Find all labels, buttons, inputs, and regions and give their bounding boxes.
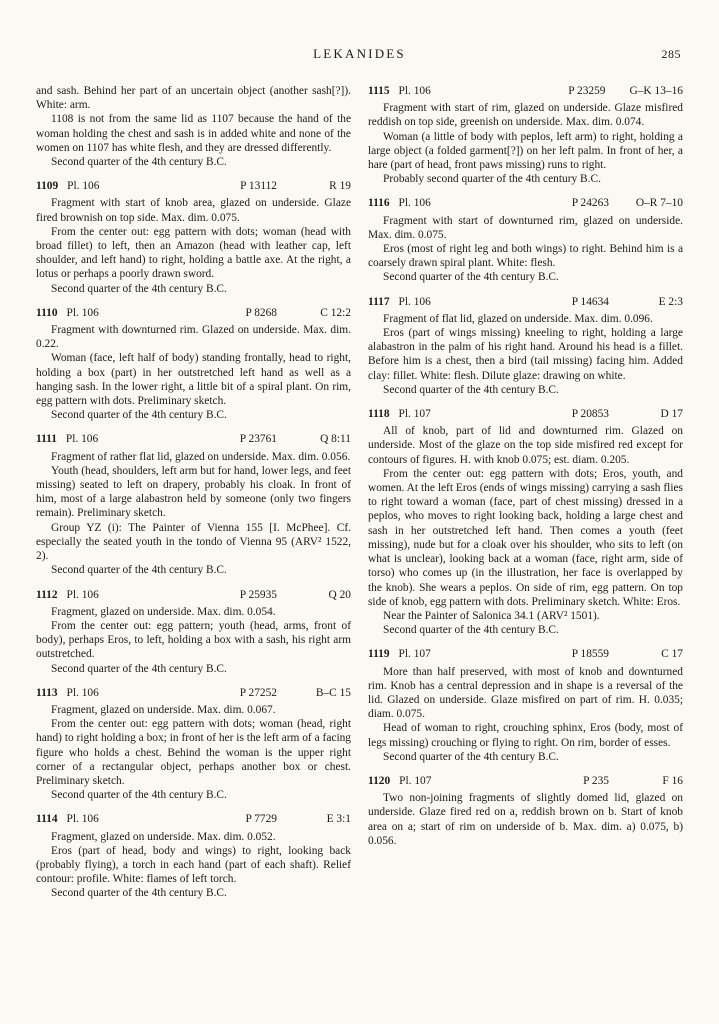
entry-paragraph: All of knob, part of lid and downturned rim. Glazed on underside. Most of the glaze on the top side misfired red except for contours of figures. H. with knob 0.075; est. diam. 0.205.: [368, 425, 683, 466]
entry-inventory-number: P 14634: [571, 295, 609, 308]
entry-paragraph: Probably second quarter of the 4th century B.C.: [383, 173, 601, 186]
continuation-paragraph: and sash. Behind her part of an uncertain object (another sash[?]). White: arm.: [36, 85, 351, 112]
entry-header: [36, 306, 351, 320]
entry-paragraph: Fragment with start of knob area, glazed on underside. Glaze fired brownish on top side. Max. dim. 0.075.: [36, 197, 351, 224]
entry-header: [36, 686, 351, 700]
entry-header: [36, 812, 351, 826]
entry-header: [368, 407, 683, 421]
entry-number: 1116: [368, 197, 390, 210]
entry-number: 1110: [36, 306, 58, 319]
entry-inventory-number: P 23761: [239, 433, 277, 446]
entry-inventory-number: P 25935: [239, 588, 277, 601]
entry-paragraph: Woman (a little of body with peplos, left arm) to right, holding a large object (a folded garment[?]) on her left palm. In front of her, a hare (part of head, front paws missing) runs to right.: [368, 130, 683, 172]
entry-paragraph: Fragment, glazed on underside. Max. dim. 0.052.: [51, 830, 276, 843]
entry-paragraph: Fragment of flat lid, glazed on underside. Max. dim. 0.096.: [383, 312, 653, 325]
entry-paragraph: Eros (part of wings missing) kneeling to right, holding a large alabastron in the palm of his right hand. Around his head is a fillet. Before him is a chest, then a bird (tail missing) facing him. Added clay: fillet. White: flesh. Dilute glaze: drawing on white.: [368, 327, 683, 382]
entry-plate-ref: Pl. 106: [66, 306, 99, 319]
entry-deposit-ref: O–R 7–10: [635, 197, 683, 210]
catalog-entry: [368, 774, 683, 848]
entry-paragraph: Fragment with downturned rim. Glazed on underside. Max. dim. 0.22.: [36, 324, 351, 351]
entry-paragraph: From the center out: egg pattern with dots; woman (head with broad fillet) to left, then an Amazon (head with leather cap, left shoulder, and left hand) to right, holding a battle axe. At the right, a lotus or perhaps a poorly drawn sword.: [36, 225, 351, 281]
entry-number: 1114: [36, 813, 58, 826]
catalog-entry: [368, 196, 683, 284]
entry-paragraph: Second quarter of the 4th century B.C.: [383, 271, 559, 284]
entry-plate-ref: Pl. 107: [398, 648, 431, 661]
catalog-entry: [36, 179, 351, 296]
entry-body: [36, 450, 351, 578]
page-title: LEKANIDES: [313, 46, 406, 61]
entry-header: [368, 196, 683, 210]
entry-paragraph: Two non-joining fragments of slightly domed lid, glazed on underside. Glaze fired red on a, reddish brown on b. Start of knob area on a; start of rim on underside of b. Max. dim. a) 0.075, b) 0.056.: [368, 792, 683, 847]
entry-body: [36, 605, 351, 676]
catalog-entry: [36, 306, 351, 423]
text-columns: [36, 84, 683, 901]
catalog-entry: [368, 295, 683, 397]
entry-plate-ref: Pl. 106: [65, 433, 99, 446]
entry-deposit-ref: C 12:2: [320, 306, 351, 319]
entry-paragraph: Eros (part of head, body and wings) to right, looking back (probably flying), a torch in each hand (part of each shaft). Relief contour: profile. White: flames of left torch.: [36, 844, 351, 886]
entry-inventory-number: P 18559: [571, 648, 609, 661]
entry-plate-ref: Pl. 106: [66, 813, 99, 826]
entry-body: [36, 323, 351, 422]
entry-paragraph: Second quarter of the 4th century B.C.: [51, 564, 227, 577]
entry-paragraph: From the center out: egg pattern with dots; Eros, youth, and women. At the left Eros (ends of wings missing) carrying a sash flies to right toward a woman (face, part of chest missing) dressed in a peplos, who moves to right looking back, holding a large chest and sash in her outstretched left hand. Then comes a youth (feet missing), nude but for a cloak over his shoulder, who sits to left (on what is unclear), looking back at a woman (face, right arm, side of torso) who comes up (in the illustration, her face is overlapped by the knob). She wears a peplos. On side of rim, egg pattern. On top side of knob, egg pattern with dots. Preliminary sketch. White: Eros.: [368, 467, 683, 608]
entry-deposit-ref: E 3:1: [326, 813, 351, 826]
entry-number: 1119: [368, 648, 390, 661]
page-header: [36, 46, 683, 64]
catalog-entry: [36, 588, 351, 676]
entry-deposit-ref: F 16: [662, 774, 683, 787]
entry-number: 1118: [368, 408, 390, 421]
entry-paragraph: Near the Painter of Salonica 34.1 (ARV² 1501).: [383, 609, 600, 622]
continuation-paragraph: 1108 is not from the same lid as 1107 because the hand of the woman holding the chest and sash is in added white and none of the women on 1107 has white flesh, and they are dressed differently.: [36, 113, 351, 154]
entry-body: [36, 196, 351, 295]
entry-deposit-ref: B–C 15: [315, 686, 351, 699]
entry-deposit-ref: D 17: [660, 408, 683, 421]
entry-body: [368, 101, 683, 186]
entry-inventory-number: P 27252: [239, 686, 277, 699]
entry-plate-ref: Pl. 107: [398, 408, 431, 421]
entry-plate-ref: Pl. 106: [67, 180, 100, 193]
entry-plate-ref: Pl. 106: [66, 686, 99, 699]
entry-paragraph: Second quarter of the 4th century B.C.: [383, 383, 559, 396]
entry-body: [36, 703, 351, 802]
catalog-entry: [368, 647, 683, 764]
entry-deposit-ref: Q 8:11: [320, 433, 351, 446]
entry-plate-ref: Pl. 106: [398, 197, 431, 210]
entry-paragraph: From the center out: egg pattern; youth (head, arms, front of body), perhaps Eros, to left, holding a box with a sash, his right arm outstretched.: [36, 619, 351, 661]
entry-paragraph: Fragment, glazed on underside. Max. dim. 0.067.: [51, 703, 276, 716]
entry-paragraph: Group YZ (i): The Painter of Vienna 155 [I. McPhee]. Cf. especially the seated youth in the tondo of Vienna 95 (ARV² 1522, 2).: [36, 521, 351, 563]
continuation-paragraph: Second quarter of the 4th century B.C.: [51, 156, 227, 169]
entry-inventory-number: P 13112: [240, 180, 277, 193]
catalog-entry: [368, 407, 683, 637]
entry-plate-ref: Pl. 107: [399, 774, 432, 787]
entry-body: [368, 791, 683, 848]
entry-paragraph: Second quarter of the 4th century B.C.: [51, 409, 227, 422]
catalog-entry: [368, 84, 683, 186]
entry-paragraph: Second quarter of the 4th century B.C.: [51, 887, 227, 900]
page-number: 285: [661, 47, 681, 61]
entry-plate-ref: Pl. 106: [398, 85, 431, 97]
entry-body: [368, 214, 683, 285]
entry-body: [368, 665, 683, 764]
entry-paragraph: Eros (most of right leg and both wings) to right. Behind him is a coarsely drawn spiral plant. White: flesh.: [368, 243, 683, 270]
entry-body: [368, 312, 683, 397]
entry-plate-ref: Pl. 106: [66, 588, 99, 601]
entry-header: [36, 432, 351, 446]
entry-number: 1120: [368, 774, 391, 787]
entry-inventory-number: P 235: [583, 774, 609, 787]
entry-paragraph: Fragment of rather flat lid, glazed on underside. Max. dim. 0.056.: [51, 450, 351, 463]
entry-deposit-ref: C 17: [661, 648, 683, 661]
entry-paragraph: Second quarter of the 4th century B.C.: [383, 624, 559, 637]
entry-header: [36, 179, 351, 193]
entry-body: [368, 424, 683, 637]
entry-header: [368, 774, 683, 788]
entry-inventory-number: P 20853: [571, 408, 609, 421]
entry-header: [368, 295, 683, 309]
entry-number: 1112: [36, 588, 58, 601]
catalog-entry: [36, 432, 351, 577]
entry-number: 1113: [36, 686, 58, 699]
entry-paragraph: From the center out: egg pattern with dots; woman (head, right hand) to right holding a box; in front of her is the left arm of a facing figure who holds a chest. Behind the woman is the upper right corner of a rectangular object, perhaps another box or chest. Preliminary sketch.: [36, 718, 351, 787]
entry-header: [36, 588, 351, 602]
entry-paragraph: Second quarter of the 4th century B.C.: [51, 662, 227, 675]
entry-paragraph: Fragment with start of rim, glazed on underside. Glaze misfired reddish on top side, greenish on underside. Max. dim. 0.074.: [368, 102, 683, 129]
entry-paragraph: Second quarter of the 4th century B.C.: [383, 750, 559, 763]
entry-deposit-ref: Q 20: [328, 588, 351, 601]
entry-paragraph: Second quarter of the 4th century B.C.: [51, 789, 227, 802]
entry-deposit-ref: R 19: [329, 180, 351, 193]
entry-number: 1117: [368, 295, 390, 308]
entry-paragraph: Fragment with start of downturned rim, glazed on underside. Max. dim. 0.075.: [368, 214, 683, 241]
entry-deposit-ref: G–K 13–16: [629, 85, 683, 97]
entry-plate-ref: Pl. 106: [398, 295, 431, 308]
entry-body: [36, 830, 351, 901]
entry-inventory-number: P 8268: [245, 306, 277, 319]
entry-paragraph: Youth (head, shoulders, left arm but for hand, lower legs, and feet missing) seated to left on drapery, probably his cloak. In front of him, most of a large alabastron held by someone (only two fingers remain). Preliminary sketch.: [36, 464, 351, 520]
catalog-entry: [36, 686, 351, 803]
entry-inventory-number: P 7729: [245, 813, 277, 826]
catalog-entry: [36, 812, 351, 900]
entry-header: [368, 84, 683, 98]
entry-paragraph: Fragment, glazed on underside. Max. dim. 0.054.: [51, 605, 276, 618]
entry-paragraph: More than half preserved, with most of knob and downturned rim. Knob has a central depression and in shape is a reversal of the lid. Glazed on underside. Glaze misfired on part of rim. H. 0.035; diam. 0.075.: [368, 665, 683, 721]
entry-deposit-ref: E 2:3: [658, 295, 683, 308]
left-column: [36, 84, 351, 901]
entry-paragraph: Second quarter of the 4th century B.C.: [51, 282, 227, 295]
entry-paragraph: Head of woman to right, crouching sphinx, Eros (body, most of legs missing) crouching or flying to right. On rim, border of esses.: [368, 722, 683, 749]
entry-number: 1115: [368, 85, 390, 97]
entry-inventory-number: P 24263: [571, 197, 609, 210]
right-column: [368, 84, 683, 901]
entry-header: [368, 647, 683, 661]
entry-number: 1111: [36, 433, 57, 446]
entry-number: 1109: [36, 180, 59, 193]
entry-paragraph: Woman (face, left half of body) standing frontally, head to right, holding a box (part) in her outstretched left hand as well as a hanging sash. In the lower right, a little bit of a spiral plant. On rim, egg pattern with dots. Preliminary sketch.: [36, 352, 351, 408]
entry-inventory-number: P 23259: [568, 85, 606, 97]
